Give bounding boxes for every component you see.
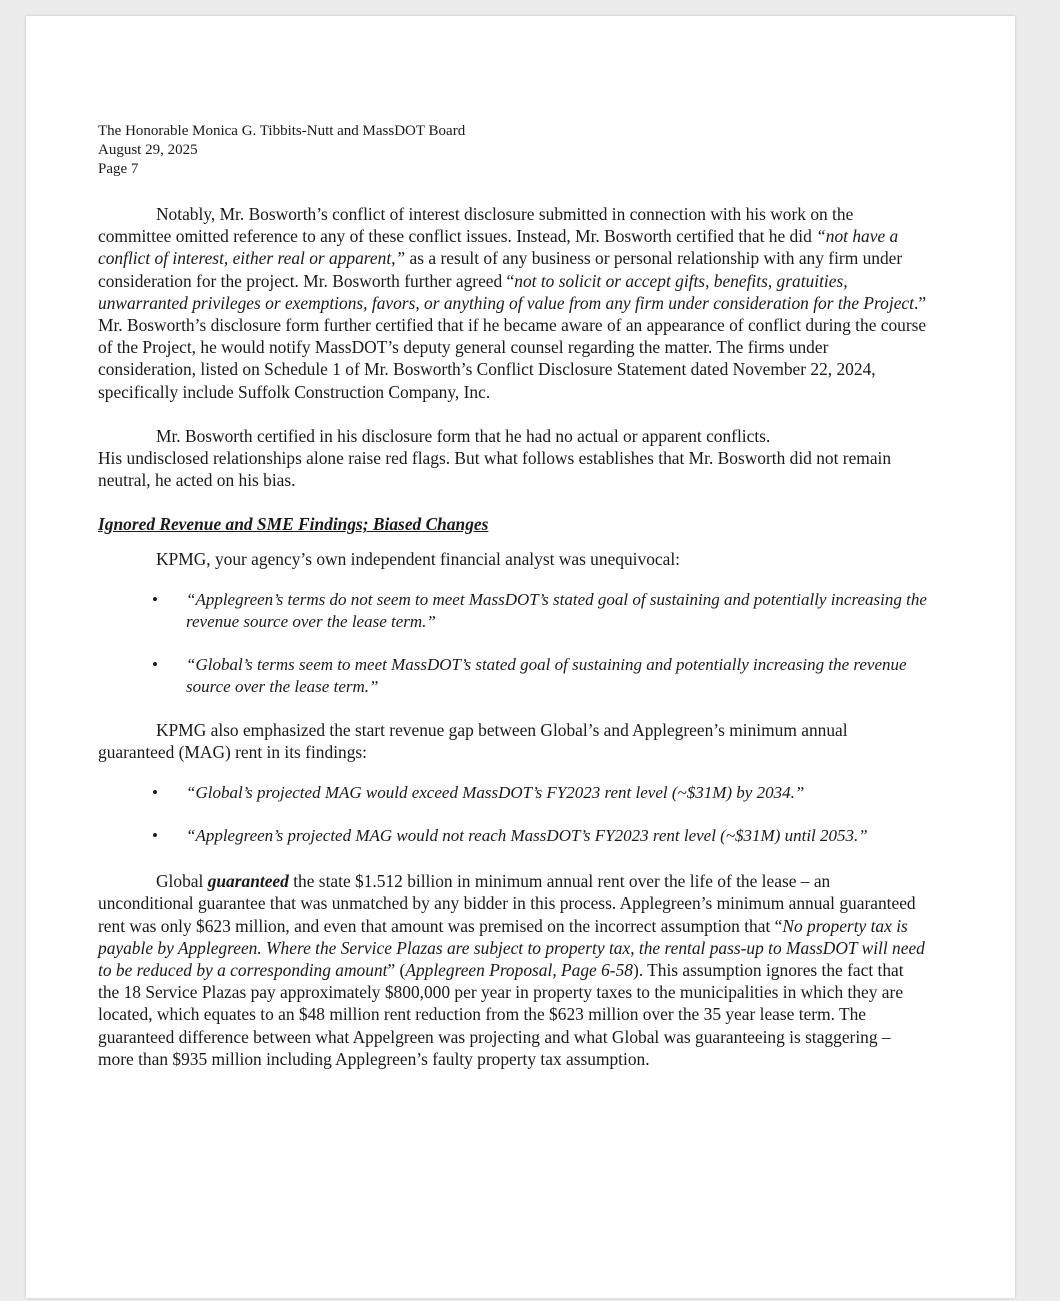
header-date: August 29, 2025 (98, 142, 198, 158)
paragraph-conflict-disclosure: Notably, Mr. Bosworth’s conflict of interest disclosure submitted in connection with his work on the committee omitted reference to any of these conflict issues. Instead, Mr. Bosworth certified that he did “not have a conflict of interest, either real or apparent,” as a result of any business or personal relationship with any firm under consideration for the project. Mr. Bosworth further agreed “not to solicit or accept gifts, benefits, gratuities, unwarranted privileges or exemptions, favors, or anything of value from any firm under consideration for the Project.” Mr. Bosworth’s disclosure form further certified that if he became aware of an appearance of conflict during the course of the Project, he would notify MassDOT’s deputy general counsel regarding the matter. The firms under consideration, listed on Schedule 1 of Mr. Bosworth’s Conflict Disclosure Statement dated November 22, 2024, specifically include Suffolk Construction Company, Inc. (98, 204, 927, 402)
list-item: • “Global’s projected MAG would exceed MassDOT’s FY2023 rent level (~$31M) by 2034.” (152, 783, 805, 803)
bullet-icon: • (152, 783, 158, 803)
kpmg-quote-list (98, 589, 928, 698)
bullet-icon: • (152, 826, 158, 846)
letter-body (98, 122, 928, 1070)
paragraph-certification: Mr. Bosworth certified in his disclosure form that he had no actual or apparent conflicts. His undisclosed relationships alone raise red flags. But what follows establishes that Mr. Bosworth did not remain neutral, he acted on his bias. (98, 425, 892, 491)
paragraph-kpmg-intro: KPMG, your agency’s own independent financial analyst was unequivocal: (156, 548, 681, 569)
letter-header (98, 122, 928, 179)
list-item: • “Global’s terms seem to meet MassDOT’s stated goal of sustaining and potentially increasing the revenue source over the lease term.” (152, 654, 907, 696)
bullet-icon: • (152, 654, 158, 674)
list-item: • “Applegreen’s projected MAG would not reach MassDOT’s FY2023 rent level (~$31M) until 2053.” (152, 826, 868, 846)
section-heading: Ignored Revenue and SME Findings; Biased Changes (98, 514, 489, 535)
document-page (26, 16, 1015, 1298)
paragraph-revenue-gap: KPMG also emphasized the start revenue gap between Global’s and Applegreen’s minimum annual guaranteed (MAG) rent in its findings: (98, 719, 848, 763)
paragraph-guaranteed-rent: Global guaranteed the state $1.512 billion in minimum annual rent over the life of the lease – an unconditional guarantee that was unmatched by any bidder in this process. Applegreen’s minimum annual guaranteed rent was only $623 million, and even that amount was premised on the incorrect assumption that “No property tax is payable by Applegreen. Where the Service Plazas are subject to property tax, the rental pass-up to MassDOT will need to be reduced by a corresponding amount” (Applegreen Proposal, Page 6-58). This assumption ignores the fact that the 18 Service Plazas pay approximately $800,000 per year in property taxes to the municipalities in which they are located, which equates to an $48 million rent reduction from the $623 million over the 35 year lease term. The guaranteed difference between what Appelgreen was projecting and what Global was guaranteeing is staggering – more than $935 million including Applegreen’s faulty property tax assumption. (98, 871, 925, 1069)
header-page-number: Page 7 (98, 161, 139, 177)
header-recipient: The Honorable Monica G. Tibbits-Nutt and MassDOT Board (98, 123, 466, 139)
list-item: • “Applegreen’s terms do not seem to meet MassDOT’s stated goal of sustaining and potentially increasing the revenue source over the lease term.” (152, 589, 927, 631)
bullet-icon: • (152, 589, 158, 609)
mag-quote-list (98, 782, 928, 847)
